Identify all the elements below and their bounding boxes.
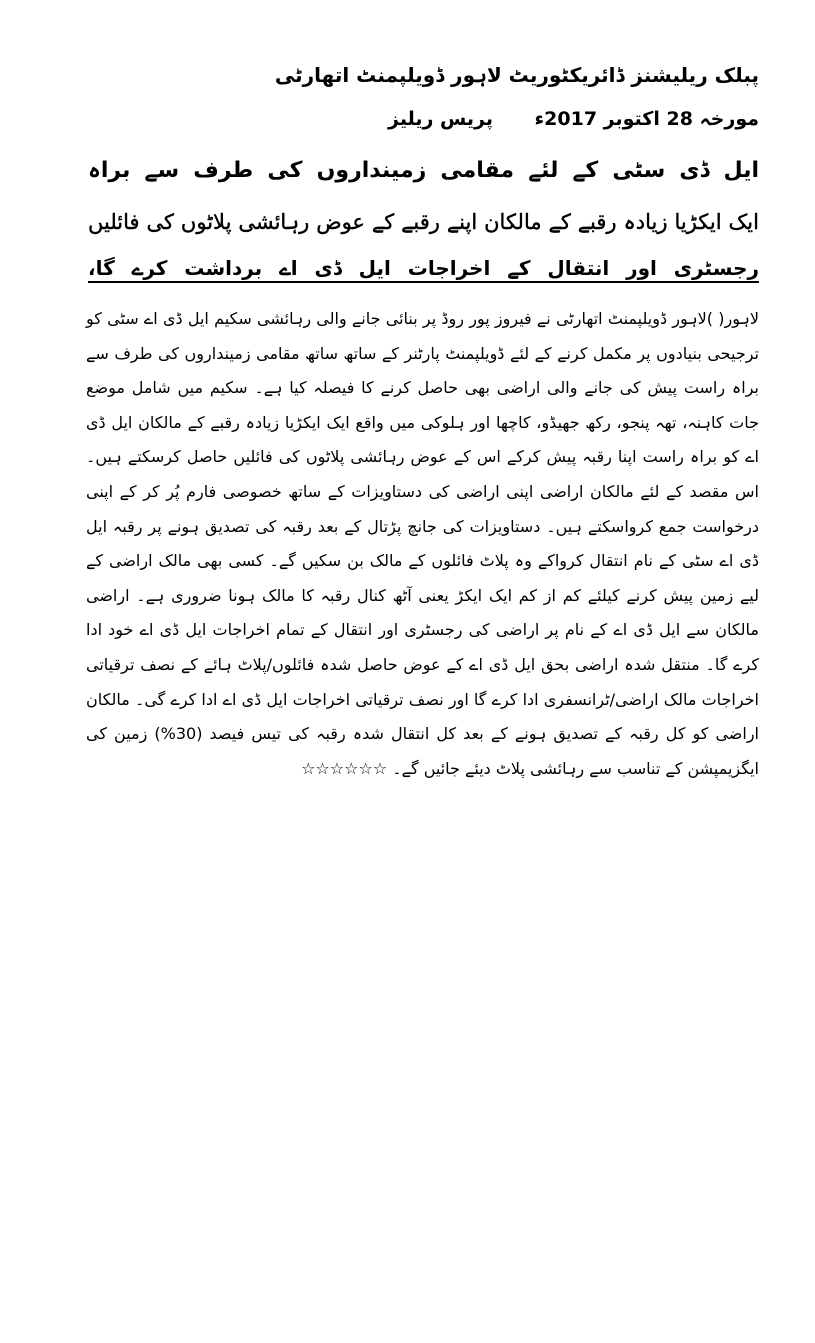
headline-main: ایل ڈی سٹی کے لئے مقامی زمینداروں کی طرف سے براہ (88, 158, 759, 183)
body-text: لاہور( )لاہور ڈویلپمنٹ اتھارٹی نے فیروز پور روڈ پر بنائی جانے والی رہائشی سکیم ایل ڈی اے سٹی کو ترجیحی بنیادوں پر مکمل کرنے کے لئے ڈویلپمنٹ پارٹنر کے ساتھ ساتھ مقامی زمینداروں کی طرف سے براہ راست پیش کی جانے والی اراضی بھی حاصل کرنے کا فیصلہ کیا ہے۔ سکیم میں شامل موضع جات کاہنہ، تھہ پنجو، رکھ جھیڈو، کاچھا اور ہلوکی میں واقع ایک ایکڑیا زیادہ رقبے کے مالکان ایل ڈی اے کو براہ راست اپنا رقبہ پیش کرکے اس کے عوض رہائشی پلاٹوں کی فائلیں حاصل کرسکتے ہیں۔ اس مقصد کے لئے مالکان اراضی اپنی اراضی کی دستاویزات کے ساتھ خصوصی فارم پُر کر کے اپنی درخواست جمع کرواسکتے ہیں۔ دستاویزات کی جانچ پڑتال کے بعد رقبہ کی تصدیق ہونے پر رقبہ ایل ڈی اے سٹی کے نام انتقال کرواکے وہ پلاٹ فائلوں کے مالک بن سکیں گے۔ کسی بھی مالک اراضی کے لیے زمین پیش کرنے کیلئے کم از کم ایک ایکڑ یعنی آٹھ کنال رقبہ کا مالک ہونا ضروری ہے۔ اراضی مالکان سے ایل ڈی اے کے نام پر اراضی کی رجسٹری اور انتقال کے تمام اخراجات ایل ڈی اے خود ادا کرے گا۔ منتقل شدہ اراضی بحق ایل ڈی اے کے عوض حاصل شدہ فائلوں/پلاٹ ہائے کے نصف ترقیاتی اخراجات مالک اراضی/ٹرانسفری ادا کرے گا اور نصف ترقیاتی اخراجات ایل ڈی اے ادا کرے گی۔ مالکان اراضی کو کل رقبہ کے تصدیق ہونے کے بعد کل انتقال شدہ رقبہ کی تیس فیصد (30%) زمین کی ایگزیمپشن کے تناسب سے رہائشی پلاٹ دیئے جائیں گے۔ (86, 309, 760, 778)
department-heading: پبلک ریلیشنز ڈائریکٹوریٹ لاہور ڈویلپمنٹ اتھارٹی (274, 63, 759, 87)
release-date: مورخہ 28 اکتوبر 2017ء (534, 108, 759, 130)
headlines-block (88, 146, 759, 288)
headline-tertiary: رجسٹری اور انتقال کے اخراجات ایل ڈی اے برداشت کرے گا، (88, 256, 759, 280)
end-marks: ☆☆☆☆☆☆ (301, 758, 388, 778)
document-type-label: پریس ریلیز (388, 108, 493, 130)
headline-secondary: ایک ایکڑیا زیادہ رقبے کے مالکان اپنے رقبے کے عوض رہائشی پلاٹوں کی فائلیں (88, 210, 759, 234)
body-paragraph (86, 302, 759, 786)
